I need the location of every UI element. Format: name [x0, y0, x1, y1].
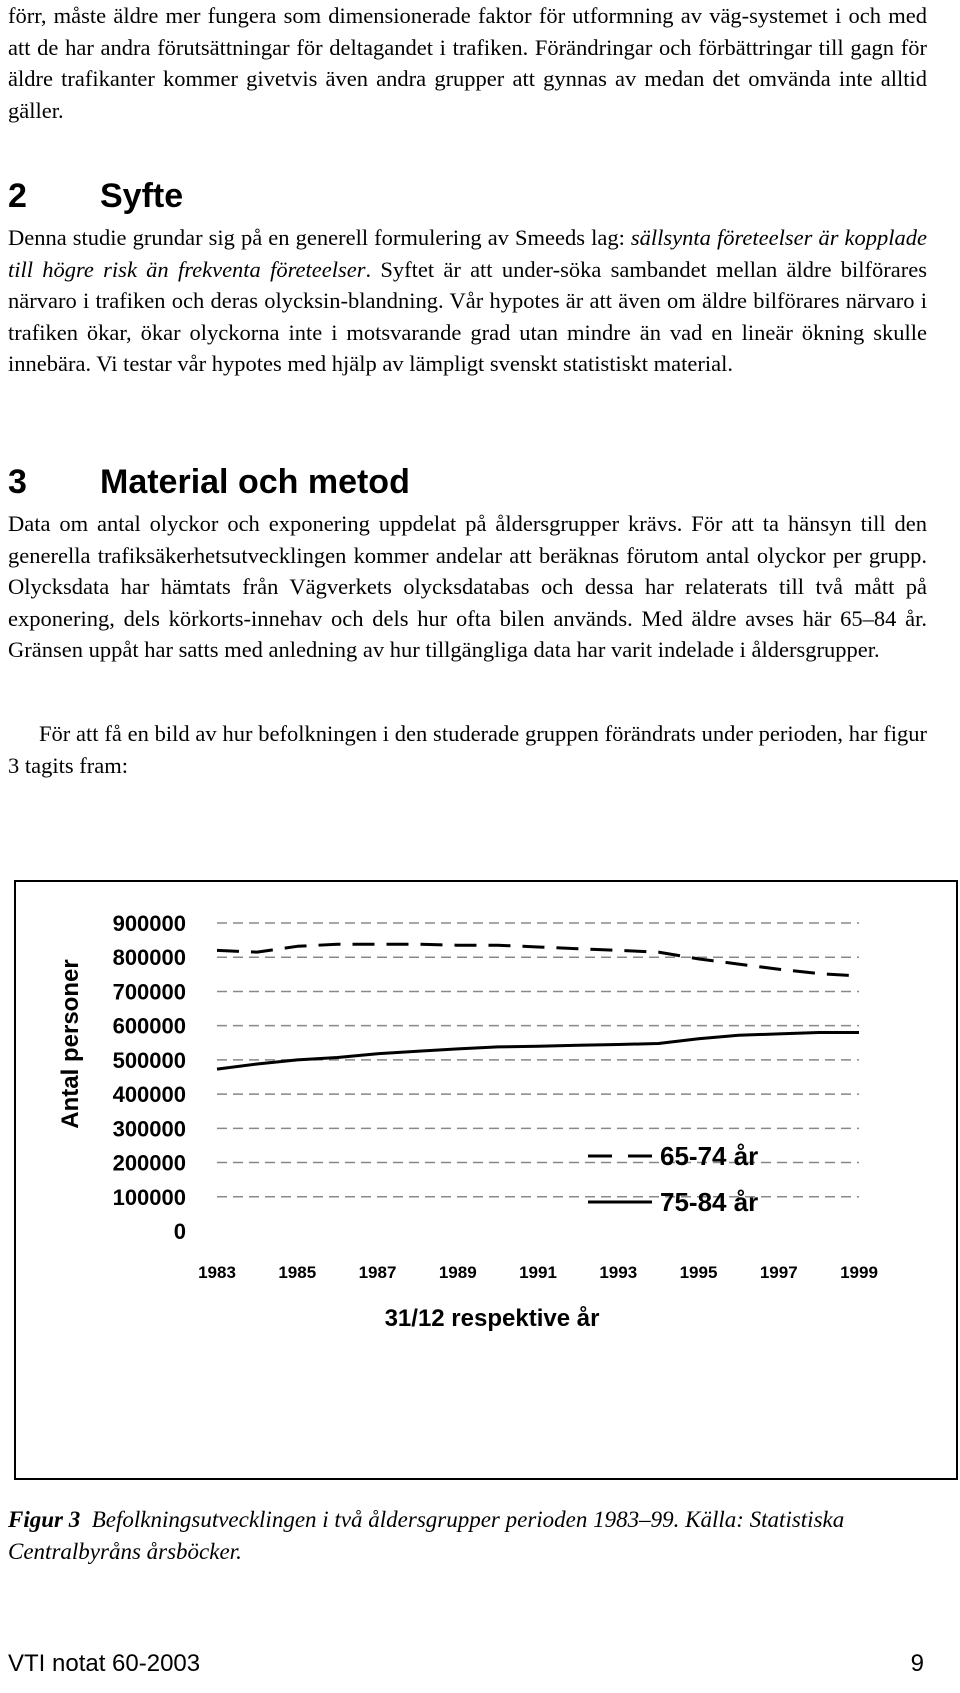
y-tick-label: 500000: [112, 1047, 186, 1073]
y-tick-label: 300000: [112, 1116, 186, 1142]
section-3-paragraph-2: För att få en bild av hur befolkningen i den studerade gruppen förändrats under perioden, har figur 3 tagits fram:: [8, 721, 927, 778]
section-3-heading: [8, 462, 410, 502]
section-3-paragraph-1: Data om antal olyckor och exponering uppdelat på åldersgrupper krävs. För att ta hänsyn till den generella trafiksäkerhetsutvecklingen kommer andelar att beräknas förutom antal olyckor per grupp. Olycksdata har hämtats från Vägverkets olycksdatabas och dessa har relaterats till två mått på exponering, dels körkorts-innehav och dels hur ofta bilen används. Med äldre avses här 65–84 år. Gränsen uppåt har satts med anledning av hur tillgängliga data har varit indelade i åldersgrupper.: [8, 511, 927, 663]
y-tick-label: 100000: [112, 1184, 186, 1210]
intro-paragraph: förr, måste äldre mer fungera som dimensionerade faktor för utformning av väg-systemet i och med att de har andra förutsättningar för deltagandet i trafiken. Förändringar och förbättringar till gagn för äldre trafikanter kommer givetvis även andra grupper att gynnas av medan det omvända inte alltid gäller.: [8, 3, 927, 123]
x-tick-label: 1985: [278, 1263, 317, 1282]
y-tick-label: 900000: [112, 911, 186, 936]
section-2-text-start: Denna studie grundar sig på en generell formulering av Smeeds lag:: [8, 225, 631, 250]
y-axis-title: Antal personer: [57, 959, 84, 1129]
y-tick-label: 800000: [112, 945, 186, 971]
x-tick-label: 1993: [599, 1263, 638, 1282]
y-tick-label: 700000: [112, 979, 186, 1005]
x-tick-label: 1995: [679, 1263, 718, 1282]
section-2-heading: [8, 176, 183, 216]
y-tick-label: 400000: [112, 1082, 186, 1108]
figure-caption: [8, 1504, 948, 1568]
section-2-paragraph: [8, 222, 927, 380]
x-tick-label: 1983: [198, 1263, 236, 1282]
x-axis-title: 31/12 respektive år: [384, 1305, 600, 1332]
section-3-title: Material och metod: [100, 463, 410, 501]
figure-caption-label: Figur 3: [8, 1507, 81, 1532]
section-2-number: 2: [8, 177, 27, 215]
series-line-1: [217, 944, 859, 976]
series-line-2: [217, 1033, 859, 1070]
x-tick-label: 1999: [840, 1263, 878, 1282]
section-2-italic-quote: sällsynta företeelser är kopplade till högre risk än frekventa företeelser: [8, 225, 928, 282]
population-line-chart: [14, 880, 958, 1480]
x-tick-label: 1997: [759, 1263, 798, 1282]
section-2-title: Syfte: [100, 177, 184, 215]
y-tick-label: 0: [173, 1219, 186, 1244]
section-2-text-end: . Syftet är att under-söka sambandet mellan äldre bilförares närvaro i trafiken och deras olycksin-blandning. Vår hypotes är att även om äldre bilförares närvaro i trafiken ökar, ökar olyckorna inte i motsvarande grad utan mindre än vad en lineär ökning skulle innebära. Vi testar vår hypotes med hjälp av lämpligt svenskt statistiskt material.: [8, 256, 927, 377]
y-tick-label: 200000: [112, 1150, 186, 1176]
x-tick-label: 1989: [438, 1263, 477, 1282]
footer-report-id: VTI notat 60-2003: [8, 1650, 201, 1677]
legend-label-2: 75-84 år: [660, 1187, 759, 1217]
legend-label-1: 65-74 år: [660, 1141, 759, 1171]
footer-page-number: 9: [910, 1650, 924, 1677]
section-3-number: 3: [8, 463, 27, 501]
x-tick-label: 1987: [358, 1263, 397, 1282]
y-tick-label: 600000: [112, 1013, 186, 1039]
figure-caption-text: Befolkningsutvecklingen i två åldersgrupper perioden 1983–99. Källa: Statistiska Centralbyråns årsböcker.: [8, 1507, 845, 1564]
x-tick-label: 1991: [519, 1263, 557, 1282]
